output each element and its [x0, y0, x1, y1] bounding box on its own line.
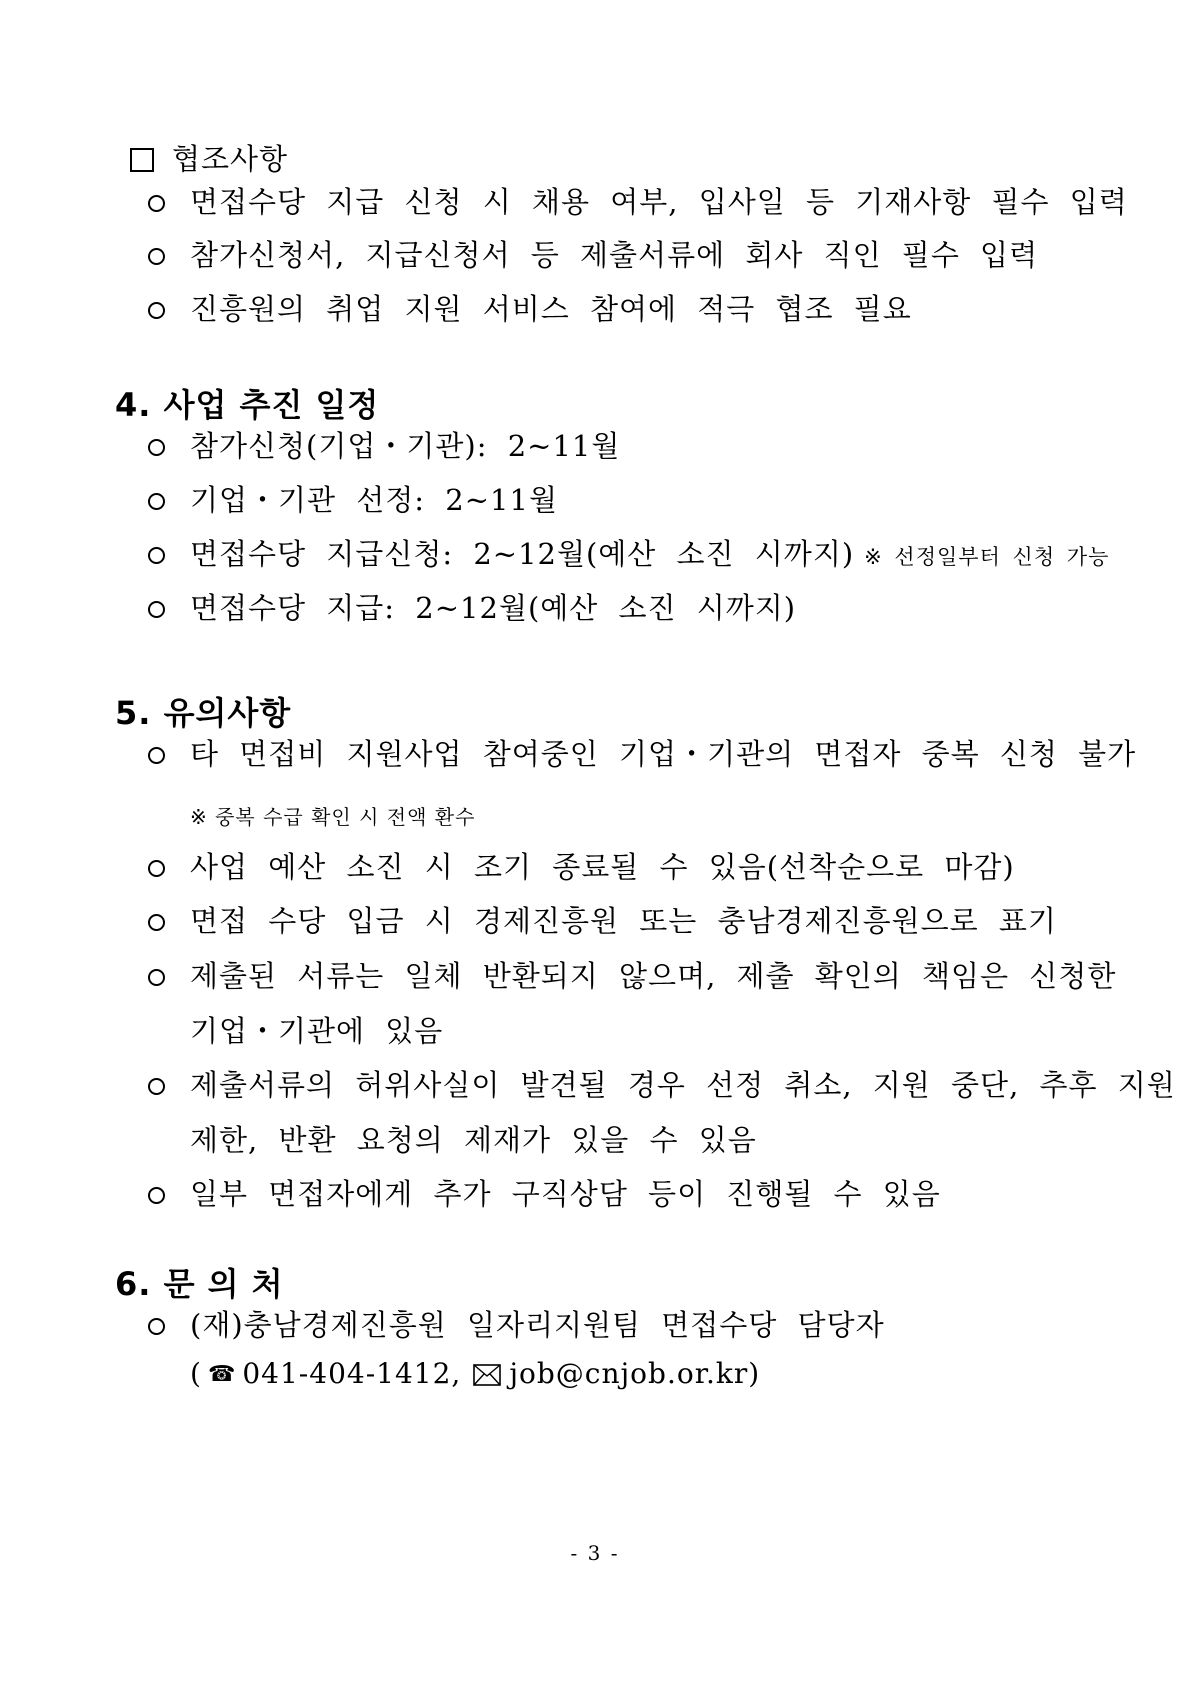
email-address: job@cnjob.or.kr)	[509, 1357, 761, 1390]
page-number: - 3 -	[570, 1541, 620, 1565]
cooperation-item: 면접수당 지급 신청 시 채용 여부, 입사일 등 기재사항 필수 입력	[190, 185, 1128, 219]
circle-bullet-icon	[148, 195, 165, 212]
cooperation-title: 협조사항	[130, 137, 288, 178]
cooperation-item: 참가신청서, 지급신청서 등 제출서류에 회사 직인 필수 입력	[190, 238, 1039, 272]
caution-item-continuation: 기업・기관에 있음	[190, 1014, 444, 1048]
schedule-item: 참가신청(기업・기관): 2~11월	[190, 429, 621, 463]
caution-item: 제출된 서류는 일체 반환되지 않으며, 제출 확인의 책임은 신청한	[190, 959, 1117, 993]
circle-bullet-icon	[148, 1318, 165, 1335]
circle-bullet-icon	[148, 747, 165, 764]
cooperation-item: 진흥원의 취업 지원 서비스 참여에 적극 협조 필요	[190, 292, 912, 326]
contact-details: ( ☎ 041-404-1412, job@cnjob.or.kr)	[190, 1357, 760, 1393]
phone-number: 041-404-1412,	[242, 1357, 462, 1390]
caution-item: 제출서류의 허위사실이 발견될 경우 선정 취소, 지원 중단, 추후 지원	[190, 1068, 1176, 1102]
envelope-icon	[473, 1360, 501, 1393]
schedule-item: 기업・기관 선정: 2~11월	[190, 483, 558, 517]
circle-bullet-icon	[148, 601, 165, 618]
circle-bullet-icon	[148, 302, 165, 319]
checkbox-square-icon	[130, 148, 154, 172]
circle-bullet-icon	[148, 493, 165, 510]
section-heading-cautions: 5. 유의사항	[115, 694, 292, 732]
circle-bullet-icon	[148, 248, 165, 265]
circle-bullet-icon	[148, 547, 165, 564]
caution-note: ※ 중복 수급 확인 시 전액 환수	[190, 805, 476, 829]
circle-bullet-icon	[148, 969, 165, 986]
circle-bullet-icon	[148, 1187, 165, 1204]
telephone-icon: ☎	[207, 1362, 237, 1387]
caution-item: 타 면접비 지원사업 참여중인 기업・기관의 면접자 중복 신청 불가	[190, 737, 1137, 771]
circle-bullet-icon	[148, 860, 165, 877]
caution-item-continuation: 제한, 반환 요청의 제재가 있을 수 있음	[190, 1123, 757, 1157]
caution-item: 일부 면접자에게 추가 구직상담 등이 진행될 수 있음	[190, 1177, 941, 1211]
circle-bullet-icon	[148, 914, 165, 931]
schedule-inline-note: ※ 선정일부터 신청 가능	[864, 545, 1110, 569]
contact-organization: (재)충남경제진흥원 일자리지원팀 면접수당 담당자	[190, 1308, 885, 1342]
circle-bullet-icon	[148, 439, 165, 456]
section-heading-schedule: 4. 사업 추진 일정	[115, 386, 380, 424]
caution-item: 사업 예산 소진 시 조기 종료될 수 있음(선착순으로 마감)	[190, 850, 1015, 884]
schedule-item: 면접수당 지급: 2~12월(예산 소진 시까지)	[190, 591, 797, 625]
schedule-item: 면접수당 지급신청: 2~12월(예산 소진 시까지) ※ 선정일부터 신청 가능	[190, 537, 1110, 571]
section-heading-contact: 6. 문 의 처	[115, 1265, 284, 1303]
caution-item: 면접 수당 입금 시 경제진흥원 또는 충남경제진흥원으로 표기	[190, 904, 1057, 938]
circle-bullet-icon	[148, 1078, 165, 1095]
